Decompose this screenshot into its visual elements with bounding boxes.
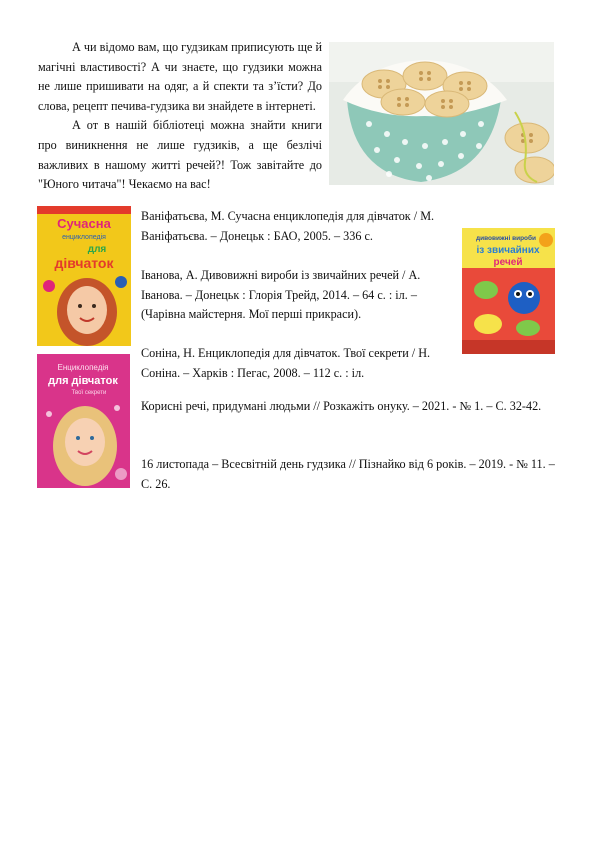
svg-text:речей: речей — [493, 257, 523, 268]
svg-text:дивовижні вироби: дивовижні вироби — [475, 235, 537, 242]
cookies-in-tin-image — [329, 42, 554, 185]
book-cover-entsyklopediia-dlia-divchatok — [37, 206, 131, 346]
svg-text:для: для — [87, 244, 107, 255]
svg-text:Сучасна: Сучасна — [57, 216, 111, 231]
svg-text:для дівчаток: для дівчаток — [48, 375, 118, 387]
reference-4: Корисні речі, придумані людьми // Розкажіть онуку. – 2021. - № 1. – С. 32-42. — [141, 399, 542, 413]
intro-paragraph-1: А чи відомо вам, що гудзикам приписують ще й магічні властивості? А чи знаєте, що гудзики можна не лише пришивати на одяг, а й спекти та з’їсти? До слова, рецепт печива-гудзика ви знайдете в інтернеті. — [38, 40, 322, 113]
reference-2: Іванова, А. Дивовижні вироби із звичайних речей / А. Іванова. – Донецьк : Глорія Трейд, 2014. – 64 с. : іл. – (Чарівна майстерня. Мої перші прикраси). — [141, 268, 421, 322]
reference-5: 16 листопада – Всесвітній день гудзика // Пізнайко від 6 років. – 2019. - № 11. – С. 26. — [141, 457, 555, 491]
svg-text:дівчаток: дівчаток — [54, 255, 114, 271]
button-cookies-photo — [329, 42, 554, 185]
book-cover-dyvovyzhni-vyroby — [462, 228, 555, 354]
svg-text:Твої секрети: Твої секрети — [71, 390, 107, 396]
svg-text:Енциклопедія: Енциклопедія — [57, 363, 109, 372]
reference-1: Ваніфатьєва, М. Сучасна енциклопедія для дівчаток / М. Ваніфатьєва. – Донецьк : БАО, 2005. – 336 с. — [141, 209, 435, 243]
intro-paragraph-2: А от в нашій бібліотеці можна знайти книги про виникнення не лише гудзиків, а ще безлічі важливих в нашому житті речей?! Тож завітайте до "Юного читача"! Чекаємо на вас! — [38, 118, 322, 192]
svg-text:із звичайних: із звичайних — [476, 245, 540, 256]
reference-3: Соніна, Н. Енциклопедія для дівчаток. Твої секрети / Н. Соніна. – Харків : Пегас, 2008. – 112 с. : іл. — [141, 346, 431, 380]
book-cover-tvoi-sekrety — [37, 354, 130, 488]
intro-text — [38, 38, 322, 195]
svg-text:енциклопедія: енциклопедія — [62, 234, 106, 241]
